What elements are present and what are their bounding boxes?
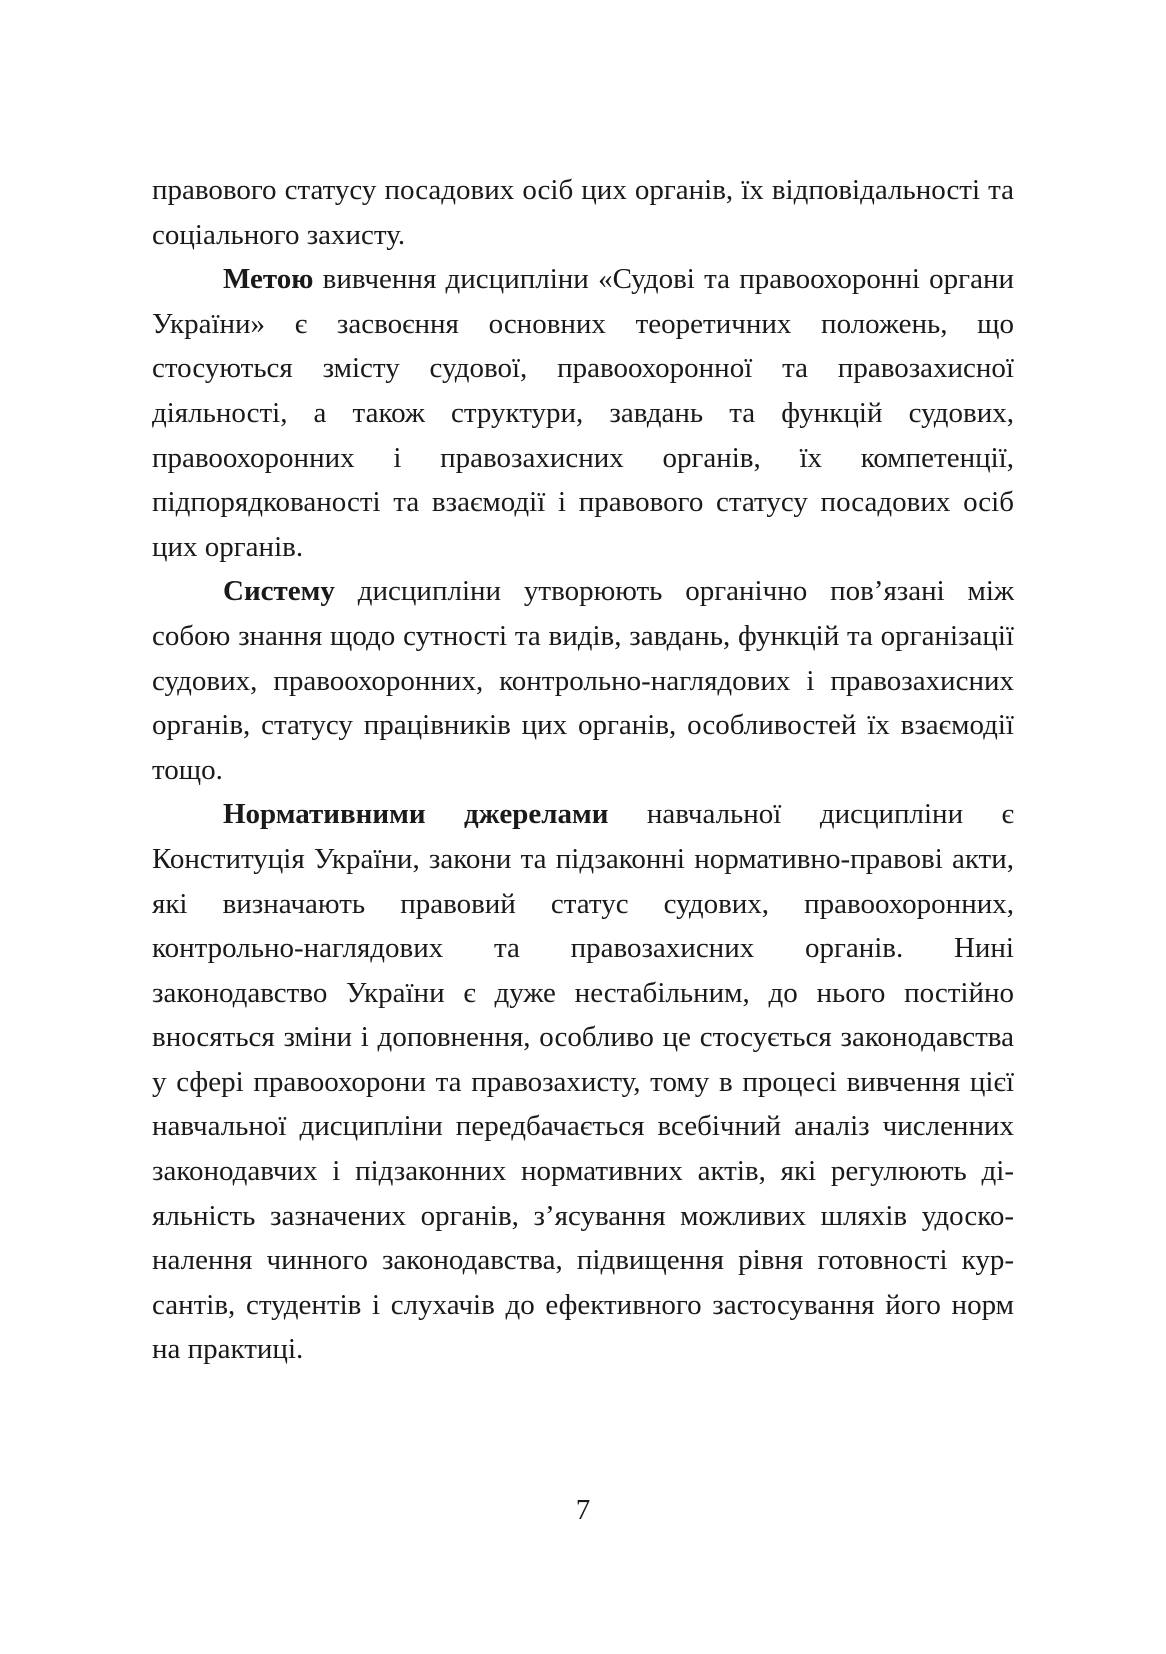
paragraph-system: [152, 569, 1014, 792]
paragraph-lead-term: Систему: [223, 575, 335, 608]
paragraph-lead-term: Метою: [223, 263, 314, 296]
paragraph-text: дисципліни утворюють органічно пов’язані між собою знання щодо сутності та видів, завдань, функцій та організації судових, правоохоронних, контрольно-наглядових і правозахисних органів, статусу працівників цих органів, особливостей їх взаємодії тощо.: [152, 575, 1014, 786]
paragraph-goal: [152, 257, 1014, 569]
page-number: 7: [575, 1494, 591, 1526]
paragraph-sources: [152, 792, 1014, 1372]
document-page: [152, 168, 1014, 1372]
paragraph-lead-term: Нормативними джерелами: [223, 798, 609, 831]
paragraph-text: вивчення дисципліни «Судові та правоохоронні органи України» є засвоєння основних теоретичних положень, що стосуються змісту судової, правоохоронної та правозахисної діяльності, а також структури, завдань та функцій судових, правоохоронних і правозахисних органів, їх компетенції, підпорядкованості та взаємодії і правового статусу посадових осіб цих органів.: [152, 263, 1014, 563]
paragraph-text: навчальної дисципліни є Конституція України, закони та підзаконні нормативно-правові акти, які визначають правовий статус судових, правоохоронних, контрольно-наглядових та правозахисних органів. Нині законодавство України є дуже нестабільним, до нього постійно вносяться зміни і доповнення, особливо це стосується законодавства у сфері правоохорони та правозахисту, тому в процесі вивчення цієї навчальної дисципліни передбачається всебічний аналіз численних законодавчих і підзаконних нормативних актів, які регулюють діяльність зазначених органів, з’ясування можливих шляхів удосконалення чинного законодавства, підвищення рівня готовності курсантів, студентів і слухачів до ефективного застосування його норм на практиці.: [152, 798, 1015, 1366]
paragraph-text: правового статусу посадових осіб цих органів, їх відповідальності та соціального захисту.: [152, 174, 1014, 251]
paragraph-continuation: [152, 168, 1014, 257]
